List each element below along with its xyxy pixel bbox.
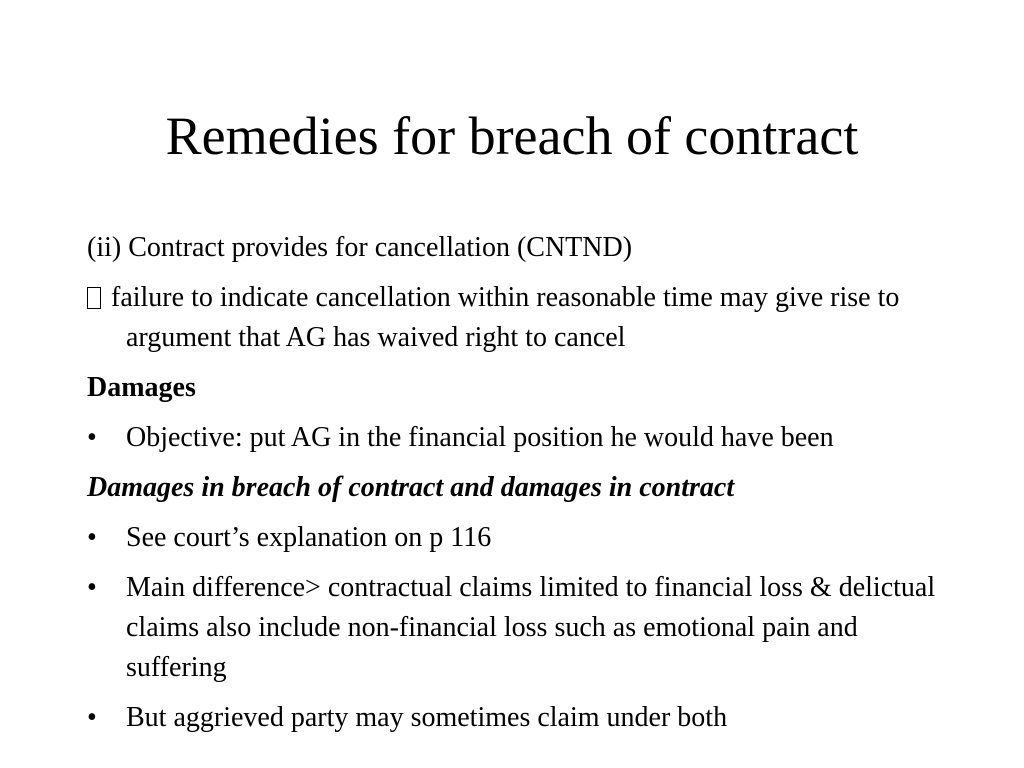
- missing-symbol-icon: [87, 287, 101, 309]
- list-item-text: Objective: put AG in the financial position he would have been: [126, 422, 834, 453]
- paragraph-waiver: [87, 278, 947, 358]
- list-item-both-claims: [87, 698, 947, 738]
- list-item-objective: [87, 418, 947, 458]
- paragraph-waiver-text: failure to indicate cancellation within reasonable time may give rise to argument that AG has waived right to cancel: [111, 282, 900, 353]
- bullet-icon: •: [87, 422, 97, 453]
- heading-damages: Damages: [87, 372, 196, 403]
- bullet-icon: •: [87, 522, 97, 553]
- list-item-court: [87, 518, 947, 558]
- list-item-text: Main difference> contractual claims limited to financial loss & delictual claims also include non-financial loss such as emotional pain and suffering: [126, 572, 936, 683]
- list-item-main-difference: [87, 568, 947, 688]
- bullet-icon: •: [87, 702, 97, 733]
- paragraph-cancellation: (ii) Contract provides for cancellation (CNTND): [87, 232, 633, 263]
- slide-title: Remedies for breach of contract: [165, 106, 859, 166]
- bullet-icon: •: [87, 572, 97, 603]
- list-item-text: See court’s explanation on p 116: [126, 522, 492, 553]
- heading-damages-comparison: Damages in breach of contract and damages in contract: [87, 472, 735, 503]
- list-item-text: But aggrieved party may sometimes claim under both: [126, 702, 728, 733]
- slide-body: [87, 228, 947, 748]
